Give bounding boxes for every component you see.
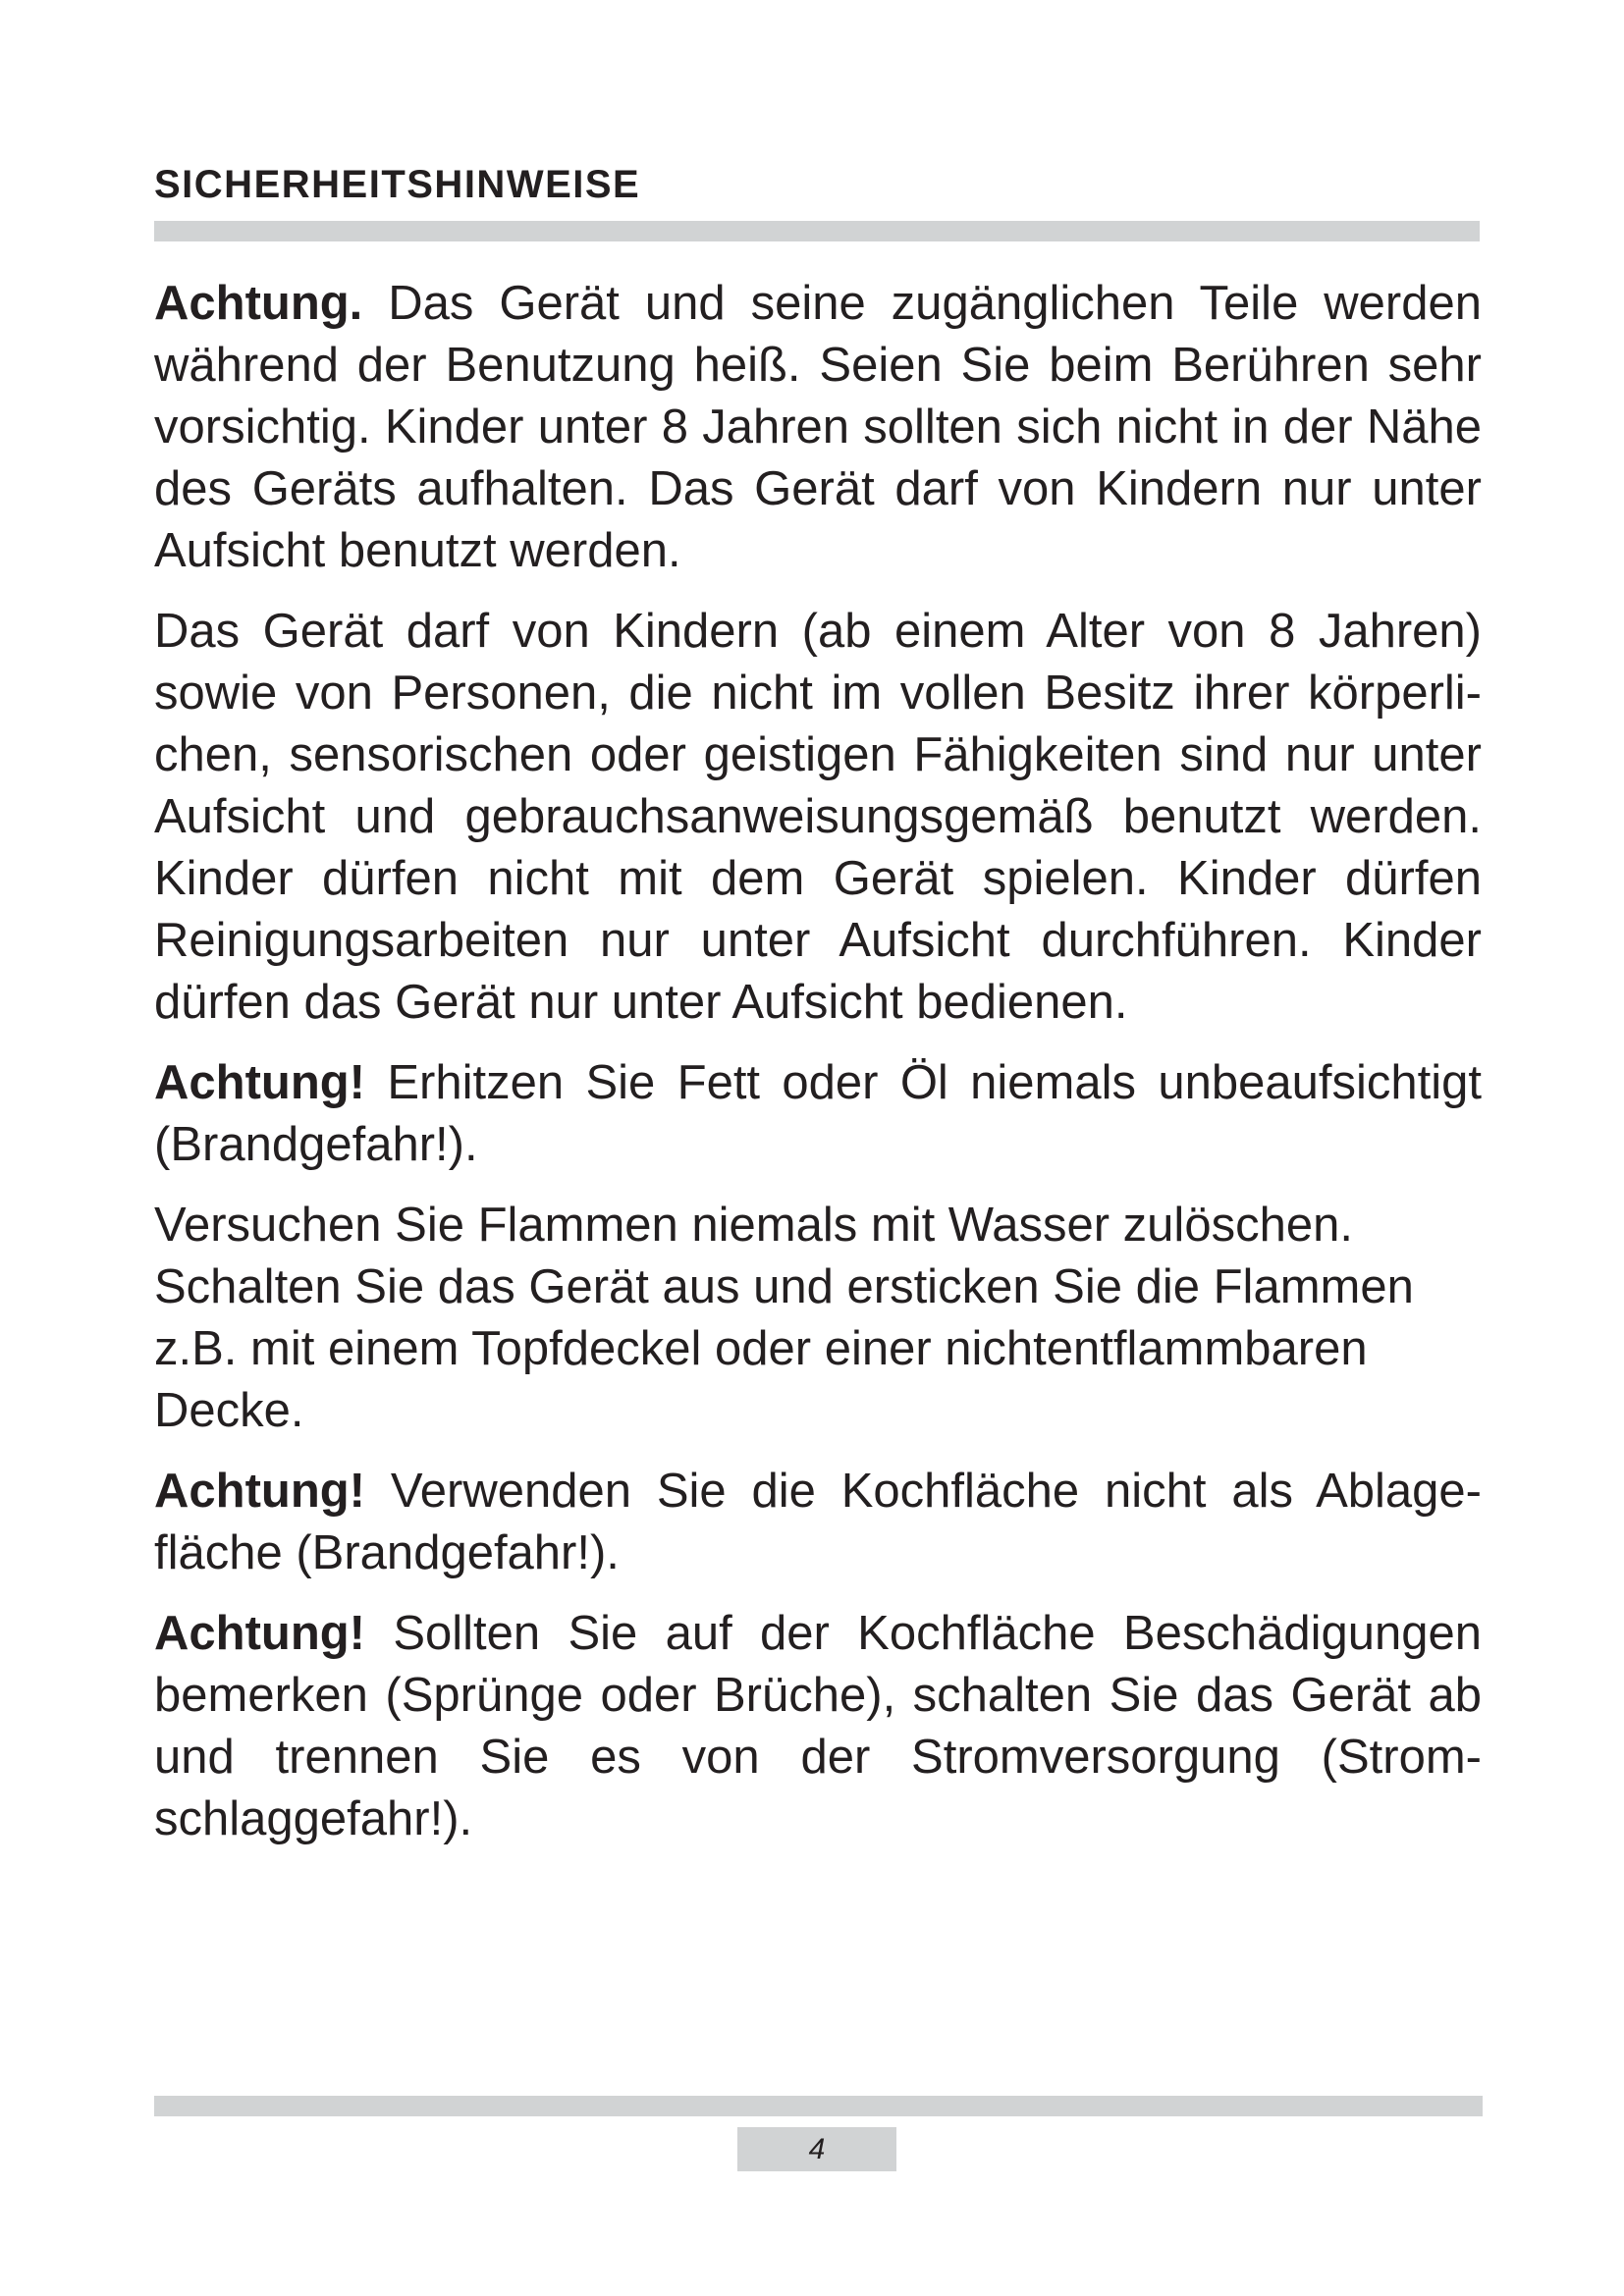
paragraph-text: Sollten Sie auf der Kochfläche Beschädigungen bemerken (Sprünge oder Brüche), schalten Sie das Gerät ab und trennen Sie es von der Stromversorgung (Stromschlaggefahr!). <box>154 1607 1482 1845</box>
warning-lead: Achtung! <box>154 1607 365 1660</box>
paragraph-text: Das Gerät darf von Kindern (ab einem Alter von 8 Jahren) sowie von Personen, die nicht im vollen Besitz ihrer körperlichen, sensorischen oder geistigen Fähigkeiten sind nur unter Aufsicht und gebrauchsanweisungsgemäß benutzt werden. Kinder dürfen nicht mit dem Gerät spielen. Kinder dürfen Reinigungsarbeiten nur unter Aufsicht durchführen. Kinder dürfen das Gerät nur unter Aufsicht bedienen. <box>154 605 1482 1029</box>
section-title: SICHERHEITSHINWEISE <box>154 163 641 206</box>
paragraph-children-supervision <box>154 601 1482 1034</box>
paragraph-text: Versuchen Sie Flammen niemals mit Wasser zulöschen. Schalten Sie das Gerät aus und ersticken Sie die Flammen z.B. mit einem Topfdeckel oder einer nichtentflammbaren Decke. <box>154 1199 1414 1437</box>
paragraph-flame-extinguish <box>154 1195 1482 1442</box>
paragraph-fat-oil-warning <box>154 1052 1482 1176</box>
paragraph-text: Das Gerät und seine zugänglichen Teile werden während der Benutzung heiß. Seien Sie beim Berühren sehr vorsichtig. Kinder unter 8 Jahren sollten sich nicht in der Nähe des Geräts aufhalten. Das Gerät darf von Kindern nur unter Aufsicht benutzt werden. <box>154 277 1482 577</box>
paragraph-damage-warning <box>154 1603 1482 1850</box>
warning-lead: Achtung! <box>154 1465 365 1518</box>
footer-rule <box>154 2096 1483 2116</box>
paragraph-hot-parts-warning <box>154 273 1482 582</box>
paragraph-storage-warning <box>154 1461 1482 1584</box>
paragraph-text: Verwenden Sie die Kochfläche nicht als Ablagefläche (Brandgefahr!). <box>154 1465 1482 1579</box>
paragraph-text: Erhitzen Sie Fett oder Öl niemals unbeaufsichtigt (Brandgefahr!). <box>154 1056 1482 1171</box>
page-number: 4 <box>737 2127 896 2171</box>
warning-lead: Achtung! <box>154 1056 365 1109</box>
safety-notes <box>154 273 1482 1869</box>
warning-lead: Achtung. <box>154 277 363 330</box>
header-rule <box>154 221 1480 241</box>
